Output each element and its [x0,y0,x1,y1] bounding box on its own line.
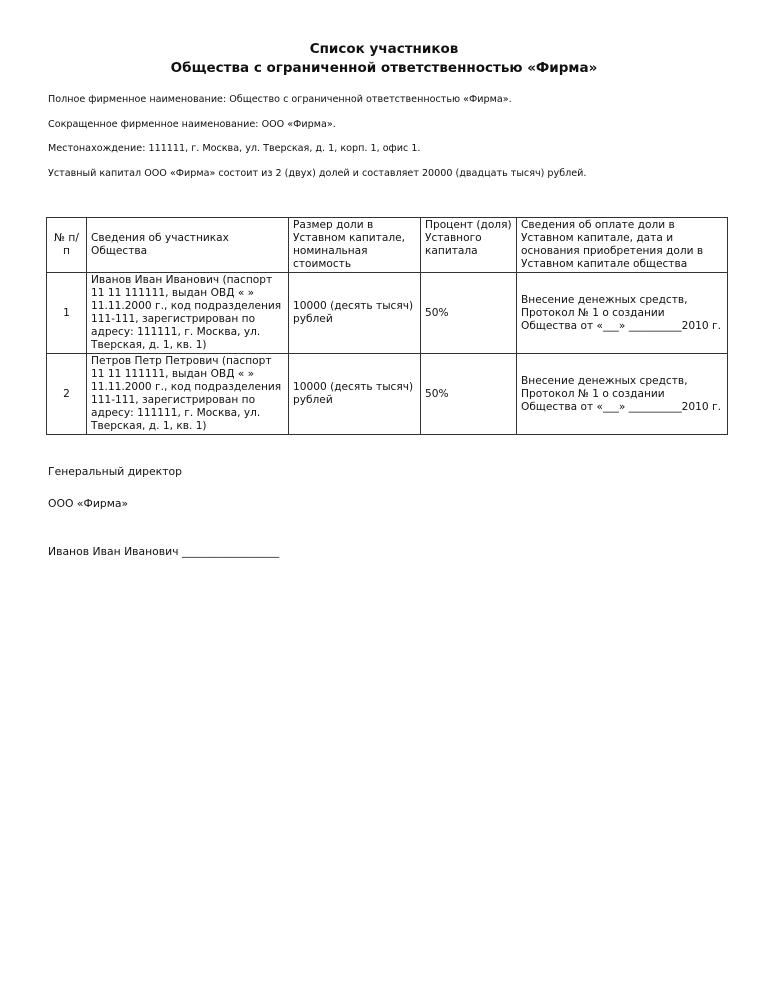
members-table [46,217,728,435]
signer-name-line: Иванов Иван Иванович __________________ [48,545,280,558]
row-member: Иванов Иван Иванович (паспорт 11 11 111111, выдан ОВД « » 11.11.2000 г., код подразделения 111-111, зарегистрирован по адресу: 111111, г. Москва, ул. Тверская, д. 1, кв. 1) [87,273,289,354]
full-name-paragraph: Полное фирменное наименование: Общество с ограниченной ответственностью «Фирма». [48,94,512,105]
location-paragraph: Местонахождение: 111111, г. Москва, ул. Тверская, д. 1, корп. 1, офис 1. [48,143,421,154]
header-member-info: Сведения об участниках Общества [87,218,289,273]
row-share-percent: 50% [421,273,517,354]
signer-position: Генеральный директор [48,465,182,478]
row-share-size: 10000 (десять тысяч) рублей [289,354,421,435]
table-row [47,273,728,354]
row-share-percent: 50% [421,354,517,435]
row-number: 1 [47,273,87,354]
row-payment: Внесение денежных средств, Протокол № 1 о создании Общества от «___» __________2010 г. [517,354,728,435]
header-number: № п/п [47,218,87,273]
document-title: Список участников [309,41,459,57]
header-share-percent: Процент (доля) Уставного капитала [421,218,517,273]
table-row [47,354,728,435]
row-number: 2 [47,354,87,435]
row-payment: Внесение денежных средств, Протокол № 1 о создании Общества от «___» __________2010 г. [517,273,728,354]
capital-paragraph: Уставный капитал ООО «Фирма» состоит из 2 (двух) долей и составляет 20000 (двадцать тысяч) рублей. [48,168,587,179]
header-share-size: Размер доли в Уставном капитале, номинальная стоимость [289,218,421,273]
signer-company: ООО «Фирма» [48,497,129,510]
header-payment-info: Сведения об оплате доли в Уставном капитале, дата и основания приобретения доли в Уставном капитале общества [517,218,728,273]
document-subtitle: Общества с ограниченной ответственностью «Фирма» [170,60,598,76]
row-member: Петров Петр Петрович (паспорт 11 11 111111, выдан ОВД « » 11.11.2000 г., код подразделения 111-111, зарегистрирован по адресу: 111111, г. Москва, ул. Тверская, д. 1, кв. 1) [87,354,289,435]
short-name-paragraph: Сокращенное фирменное наименование: ООО «Фирма». [48,119,336,130]
row-share-size: 10000 (десять тысяч) рублей [289,273,421,354]
table-header-row [47,218,728,273]
